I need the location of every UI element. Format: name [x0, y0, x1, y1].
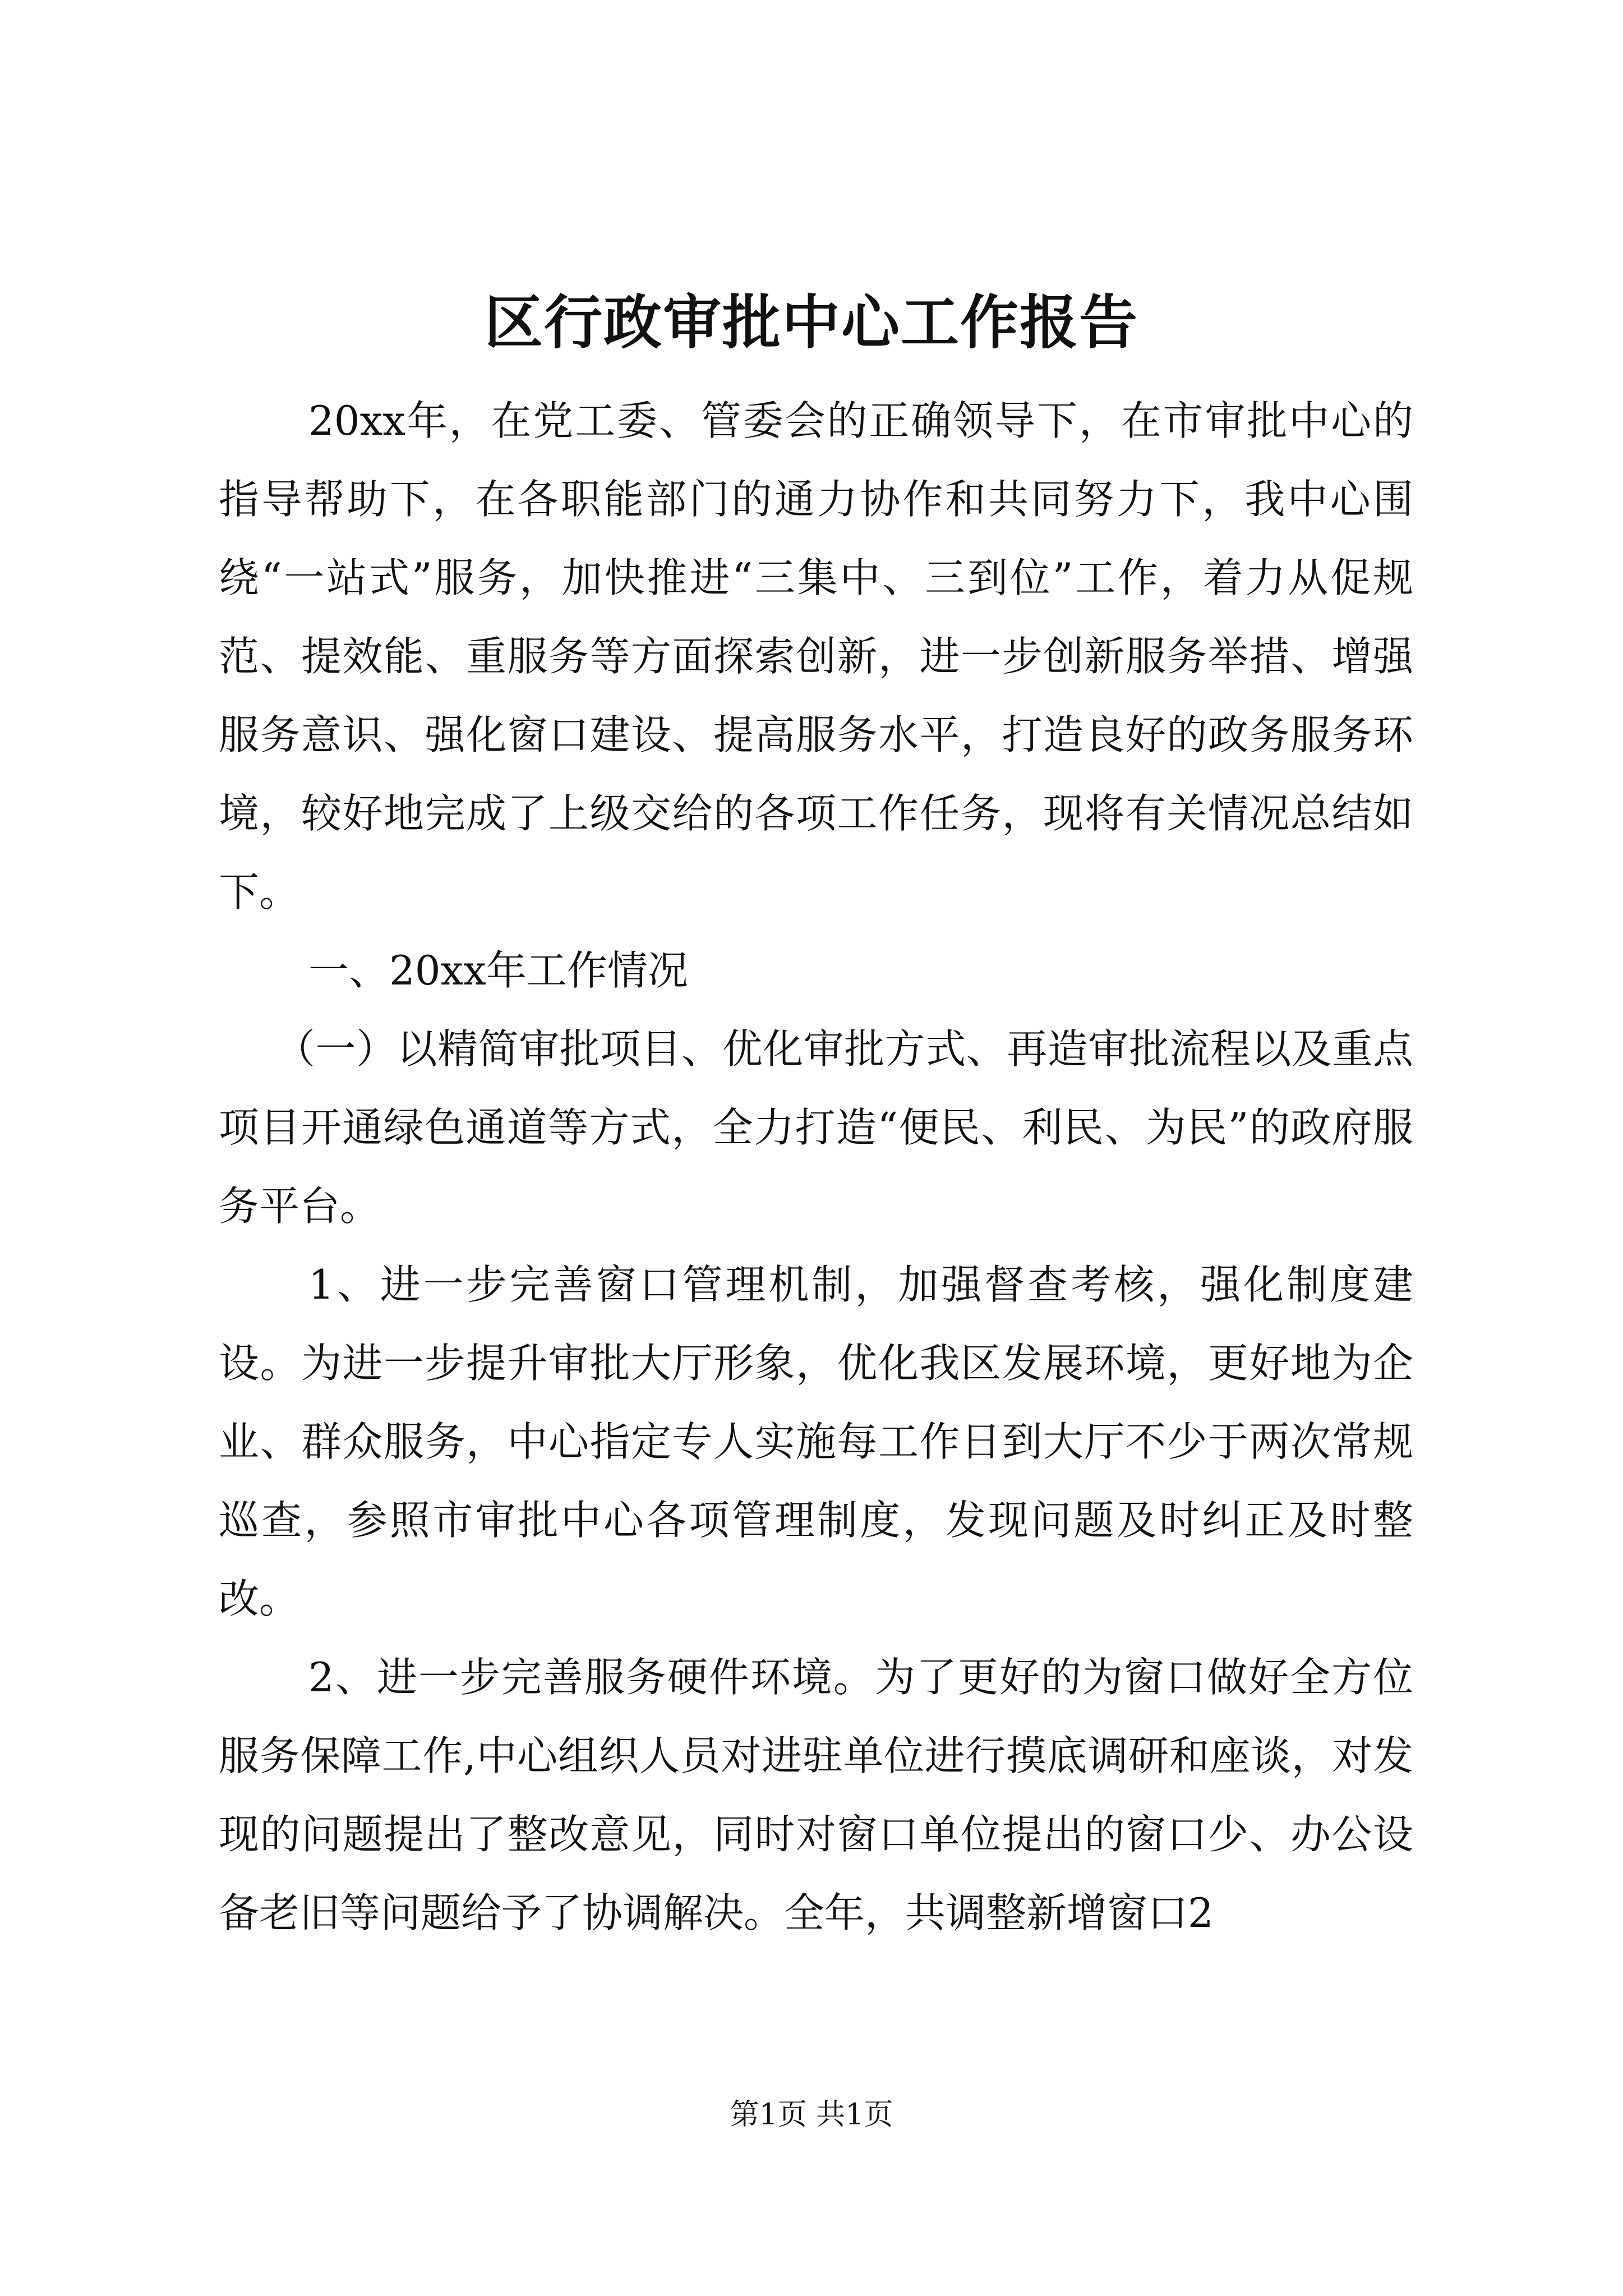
- document-title: 区行政审批中心工作报告: [484, 288, 1138, 357]
- paragraph-item-1: 1、进一步完善窗口管理机制，加强督查考核，强化制度建设。为进一步提升审批大厅形象，优化我区发展环境，更好地为企业、群众服务，中心指定专人实施每工作日到大厅不少于两次常规巡查，参照市审批中心各项管理制度，发现问题及时纠正及时整改。: [219, 1261, 1413, 1622]
- document-body: [219, 381, 1413, 1952]
- page-number-label: 第1页 共1页: [730, 2098, 893, 2132]
- section-heading: 一、20xx年工作情况: [308, 947, 688, 994]
- paragraph-item-2: 2、进一步完善服务硬件环境。为了更好的为窗口做好全方位服务保障工作,中心组织人员对进驻单位进行摸底调研和座谈，对发现的问题提出了整改意见，同时对窗口单位提出的窗口少、办公设备老旧等问题给予了协调解决。全年，共调整新增窗口2: [219, 1654, 1413, 1936]
- page-footer: [0, 2095, 1623, 2134]
- paragraph-intro: 20xx年，在党工委、管委会的正确领导下，在市审批中心的指导帮助下，在各职能部门的通力协作和共同努力下，我中心围绕“一站式”服务，加快推进“三集中、三到位”工作，着力从促规范、提效能、重服务等方面探索创新，进一步创新服务举措、增强服务意识、强化窗口建设、提高服务水平，打造良好的政务服务环境，较好地完成了上级交给的各项工作任务，现将有关情况总结如下。: [219, 397, 1413, 915]
- subsection-heading: （一）以精简审批项目、优化审批方式、再造审批流程以及重点项目开通绿色通道等方式，全力打造“便民、利民、为民”的政府服务平台。: [219, 1025, 1413, 1230]
